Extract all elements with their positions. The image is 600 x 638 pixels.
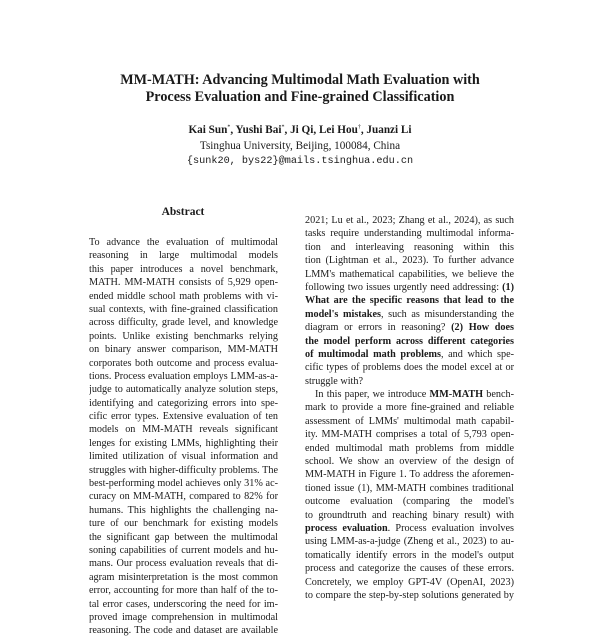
text-line [89, 437, 278, 450]
text-span: sual contexts, with fine-grained classification [89, 303, 278, 315]
text-span: across difficulty, grade level, and knowledge [89, 317, 278, 329]
text-span: curacy on MM-MATH, compared to 82% for [89, 491, 278, 503]
author-name: Ji Qi [290, 124, 314, 136]
text-line [305, 375, 514, 388]
text-line [89, 504, 278, 517]
text-span: cific error types. Extensive evaluation of ten [89, 411, 278, 423]
text-line [89, 290, 278, 303]
text-span: error, accounting for more than half of the to- [89, 585, 278, 597]
text-line [89, 343, 278, 356]
text-line [89, 477, 278, 490]
text-line [305, 562, 514, 575]
author-list: Kai Sun*, Yushi Bai*, Ji Qi, Lei Hou†, Juanzi Li [188, 124, 412, 136]
paper-title [0, 72, 600, 106]
text-span: tions. Process evaluation employs LMM-as-a- [89, 370, 278, 382]
introduction-column [305, 214, 514, 602]
text-line [305, 442, 514, 455]
affiliation: Tsinghua University, Beijing, 100084, China [199, 140, 401, 152]
text-span: ture of our benchmark for existing models [89, 518, 278, 530]
text-line [89, 624, 278, 637]
text-line [305, 268, 514, 281]
text-span: reasoning. The code and dataset are available [89, 625, 278, 637]
text-span: bench- [483, 389, 514, 401]
text-line [89, 584, 278, 597]
text-line [305, 241, 514, 254]
text-span: the significant gap between the multimodal [89, 531, 278, 543]
text-span: In this paper, we introduce [315, 389, 430, 401]
text-line [305, 495, 514, 508]
text-line [89, 397, 278, 410]
text-span: following two issues urgently need addressing: [305, 281, 503, 293]
text-line [305, 348, 514, 361]
text-span: tomatically identify errors in the model's output [305, 549, 514, 561]
text-span: judge to automatically analyze solution steps, [89, 384, 278, 396]
text-line [89, 370, 278, 383]
text-line [305, 482, 514, 495]
author-name: Juanzi Li [366, 124, 412, 136]
text-line [305, 388, 514, 401]
text-line [305, 468, 514, 481]
text-span: cific types of problems does the model excel at or [305, 362, 514, 374]
text-span: best-performing model achieves only 31% ac- [89, 478, 278, 490]
text-span: outcome evaluation (comparing the model's [305, 496, 514, 508]
text-line [89, 357, 278, 370]
text-line [305, 522, 514, 535]
text-span: mark to provide a more fine-grained and reliable [305, 402, 514, 414]
bold-text: model's mistakes [305, 308, 381, 320]
text-line [305, 509, 514, 522]
bold-text: MM-MATH [429, 389, 484, 401]
text-span: tasks require understanding multimodal informa- [305, 228, 514, 240]
text-line [89, 464, 278, 477]
text-span: ended multimodal math problems from middle [305, 442, 514, 454]
title-line: Process Evaluation and Fine-grained Classification [145, 89, 455, 105]
text-span: soning capabilities of current models and hu- [89, 544, 278, 556]
text-line [89, 330, 278, 343]
text-span: MM-MATH in Figure 1. To address the aforemen- [305, 469, 514, 481]
text-line [305, 428, 514, 441]
text-line [305, 281, 514, 294]
text-span: this paper introduces a novel benchmark, [89, 263, 278, 275]
text-line [89, 383, 278, 396]
text-span: identifying and categorizing errors into spe- [89, 397, 278, 409]
text-span: tioned issue (1), MM-MATH combines traditional [305, 482, 514, 494]
text-span: struggles with higher-difficulty problems. The [89, 464, 278, 476]
bold-text: the model perform across different categories [305, 335, 514, 347]
text-span: on binary answer comparison, MM-MATH [89, 344, 278, 356]
text-span: process and categorize the causes of these errors. [305, 563, 514, 575]
text-span: proved image comprehension in multimodal [89, 611, 278, 623]
text-line [89, 316, 278, 329]
text-span: , such as misunderstanding the [380, 308, 514, 320]
author-name: Yushi Bai [235, 124, 282, 136]
text-line [89, 557, 278, 570]
text-span: lenges for existing LMMs, highlighting their [89, 437, 278, 449]
author-email: {sunk20, bys22}@mails.tsinghua.edu.cn [186, 156, 414, 167]
text-span: reasoning in large multimodal models [89, 250, 278, 262]
text-span: tion and interleaving reasoning within this [305, 241, 514, 253]
text-line [89, 517, 278, 530]
text-span: agram misinterpretation is the most common [89, 571, 278, 583]
text-span: ended middle school math problems with vi- [89, 290, 278, 302]
text-line [89, 410, 278, 423]
text-line [305, 589, 514, 602]
author-name: Lei Hou [318, 124, 358, 136]
text-span: Concretely, we employ GPT-4V (OpenAI, 2023) [305, 576, 514, 588]
abstract-column [89, 236, 278, 638]
text-span: , and which spe- [440, 348, 514, 360]
text-line [305, 294, 514, 307]
text-span: to groundtruth and reaching binary result) with [305, 509, 514, 521]
text-line [305, 549, 514, 562]
text-span: ity. MM-MATH comprises a total of 5,793 open- [305, 429, 514, 441]
text-span: mans. Our process evaluation reveals that di- [89, 558, 278, 570]
text-line [89, 263, 278, 276]
text-span: tion (Lightman et al., 2023). To further advance [305, 255, 514, 267]
text-line [89, 490, 278, 503]
bold-text: process evaluation [305, 522, 388, 534]
text-line [89, 611, 278, 624]
text-span: limited utilization of visual information and [89, 451, 278, 463]
text-span: . Process evaluation involves [387, 522, 514, 534]
text-line [305, 576, 514, 589]
text-line [89, 276, 278, 289]
author-mark: † [357, 124, 361, 131]
text-line [305, 335, 514, 348]
author-mark: * [227, 124, 231, 131]
text-line [305, 321, 514, 334]
text-span: to compare the step-by-step solutions generated by [305, 589, 514, 601]
text-span: assessment of LMMs' multimodal math capabil- [305, 415, 514, 427]
text-line [305, 455, 514, 468]
author-mark: * [281, 124, 285, 131]
text-span: points. Unlike existing benchmarks relying [89, 330, 278, 342]
text-line [305, 227, 514, 240]
bold-text: What are the specific reasons that lead to the [305, 295, 514, 307]
text-line [89, 531, 278, 544]
text-line [305, 415, 514, 428]
bold-text: (1) [502, 281, 514, 293]
text-span: MATH. MM-MATH consists of 5,929 open- [89, 277, 278, 289]
text-span: using LMM-as-a-judge (Zheng et al., 2023) to au- [305, 536, 514, 548]
text-line [305, 308, 514, 321]
text-line [89, 303, 278, 316]
title-line: MM-MATH: Advancing Multimodal Math Evaluation with [120, 72, 480, 88]
text-span: corporates both outcome and process evalua- [89, 357, 278, 369]
text-line [89, 249, 278, 262]
text-line [305, 535, 514, 548]
text-line [305, 254, 514, 267]
text-line [89, 236, 278, 249]
text-line [305, 401, 514, 414]
text-span: school. We show an overview of the design of [305, 456, 514, 468]
text-span: To advance the evaluation of multimodal [89, 237, 278, 248]
text-span: 2021; Lu et al., 2023; Zhang et al., 2024), as such [305, 215, 514, 226]
text-line [305, 214, 514, 227]
text-line [89, 423, 278, 436]
text-span: tal error cases, underscoring the need for im- [89, 598, 278, 610]
text-line [89, 544, 278, 557]
text-span: LMM's mathematical capabilities, we believe the [305, 268, 514, 280]
author-name: Kai Sun [188, 124, 228, 136]
text-line [305, 361, 514, 374]
text-span: diagram or errors in reasoning? [305, 322, 452, 334]
text-span: models on MM-MATH reveals significant [89, 424, 278, 436]
bold-text: of multimodal math problems [305, 348, 441, 360]
text-line [89, 450, 278, 463]
text-line [89, 571, 278, 584]
text-span: struggle with? [305, 375, 364, 387]
text-span: humans. This highlights the challenging na- [89, 504, 278, 516]
abstract-heading: Abstract [161, 206, 205, 218]
bold-text: (2) How does [451, 322, 514, 334]
